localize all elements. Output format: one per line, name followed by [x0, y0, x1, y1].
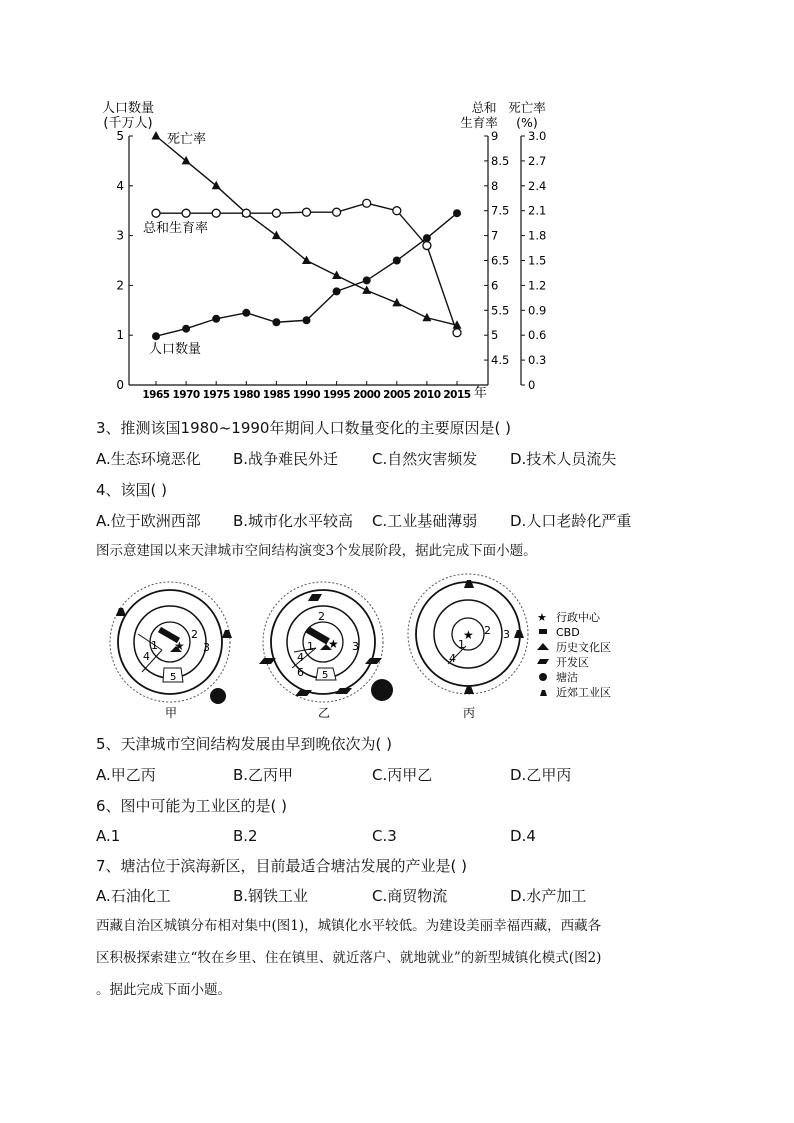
death-rate-point	[362, 285, 371, 294]
x-axis-tick-label: 1975	[202, 389, 230, 401]
fertility-rate-point	[212, 209, 220, 217]
question-7: 7、塘沽位于滨海新区，目前最适合塘沽发展的产业是( )	[96, 857, 468, 875]
q5-option-b[interactable]: B.乙丙甲	[233, 766, 294, 784]
admin-center-icon: ★	[463, 628, 474, 642]
q6-option-b[interactable]: B.2	[233, 827, 258, 845]
mid-axis-tick-label: 7.5	[491, 203, 510, 218]
fertility-rate-point	[272, 209, 280, 217]
tanggu-icon	[371, 679, 393, 701]
mid-axis-tick-label: 8.5	[491, 153, 510, 168]
industrial-area-icon	[464, 686, 474, 694]
series-label-fertility: 总和生育率	[143, 221, 209, 236]
intro-tibet-line-2: 区积极探索建立“牧在乡里、住在镇里、就近落户、就地就业”的新型城镇化模式(图2)	[96, 950, 602, 966]
q7-option-a[interactable]: A.石油化工	[96, 887, 171, 905]
right-axis-tick-label: 2.4	[528, 178, 547, 193]
q7-option-d[interactable]: D.水产加工	[510, 887, 587, 905]
question-5: 5、天津城市空间结构发展由早到晚依次为( )	[96, 735, 393, 753]
caption-yi: 乙	[318, 706, 331, 720]
right-axis-title: (%)	[516, 115, 538, 130]
question-3: 3、推测该国1980~1990年期间人口数量变化的主要原因是( )	[96, 419, 511, 437]
admin-center-icon: ★	[174, 639, 185, 653]
q4-option-d[interactable]: D.人口老龄化严重	[510, 512, 632, 530]
legend-development-zone: 开发区	[556, 656, 589, 669]
zone-1-label: 1	[307, 640, 314, 653]
city-structure-diagram	[0, 572, 794, 722]
zone-2-label: 2	[484, 624, 491, 637]
zone-4-label: 4	[449, 652, 456, 665]
zone-1-label: 1	[151, 639, 158, 652]
zone-4-label: 4	[143, 650, 150, 663]
right-axis-tick-label: 2.7	[528, 153, 547, 168]
cbd-icon	[539, 629, 547, 634]
left-axis-tick-label: 0	[116, 378, 124, 392]
q5-option-c[interactable]: C.丙甲乙	[372, 766, 433, 784]
fertility-rate-point	[303, 208, 311, 216]
death-rate-point	[422, 313, 431, 322]
population-point	[363, 276, 371, 284]
zone-6-label: 6	[297, 666, 304, 679]
tanggu-icon	[210, 688, 226, 704]
left-axis-title: (千万人)	[103, 116, 153, 131]
death-rate-point	[272, 231, 281, 240]
left-axis-tick-label: 4	[116, 178, 124, 193]
intro-tianjin: 图示意建国以来天津城市空间结构演变3个发展阶段，据此完成下面小题。	[96, 543, 537, 559]
q3-option-d[interactable]: D.技术人员流失	[510, 450, 617, 468]
x-axis-tick-label: 2015	[443, 389, 471, 401]
mid-axis-tick-label: 9	[491, 129, 499, 143]
mid-axis-tick-label: 8	[491, 178, 499, 193]
q6-option-d[interactable]: D.4	[510, 827, 536, 845]
q4-option-a[interactable]: A.位于欧洲西部	[96, 512, 201, 530]
q3-option-a[interactable]: A.生态环境恶化	[96, 450, 201, 468]
fertility-rate-point	[363, 199, 371, 207]
left-axis-tick-label: 2	[116, 278, 124, 293]
x-axis-tick-label: 1970	[172, 389, 200, 401]
right-axis-tick-label: 2.1	[528, 203, 547, 218]
q7-option-c[interactable]: C.商贸物流	[372, 887, 448, 905]
population-point	[333, 287, 341, 295]
mid-axis-tick-label: 5.5	[491, 303, 510, 318]
q7-option-b[interactable]: B.钢铁工业	[233, 887, 309, 905]
x-axis-tick-label: 1985	[262, 389, 291, 401]
mid-axis-tick-label: 7	[491, 228, 499, 243]
tanggu-icon	[539, 673, 547, 681]
right-axis-tick-label: 0	[528, 378, 536, 392]
legend-historic-district: 历史文化区	[556, 641, 611, 654]
death-rate-point	[212, 181, 221, 190]
population-point	[303, 316, 311, 324]
fertility-rate-point	[393, 207, 401, 215]
development-zone-icon	[537, 659, 549, 664]
x-axis-unit: 年	[474, 386, 488, 401]
mid-axis-tick-label: 6	[491, 278, 499, 293]
zone-3-label: 3	[352, 640, 359, 653]
development-zone-icon	[295, 690, 312, 696]
population-chart	[0, 0, 794, 410]
diagram-legend	[537, 610, 611, 699]
industrial-area-icon	[540, 690, 547, 696]
population-point	[242, 309, 250, 317]
development-zone-icon	[335, 688, 352, 694]
x-axis-tick-label: 1965	[142, 389, 170, 401]
series-label-population: 人口数量	[149, 342, 202, 357]
population-point	[272, 318, 280, 326]
q3-option-c[interactable]: C.自然灾害频发	[372, 450, 478, 468]
legend-industrial-area: 近郊工业区	[556, 686, 611, 699]
right-axis-tick-label: 1.2	[528, 278, 547, 293]
legend-admin-center: 行政中心	[556, 611, 600, 624]
q6-option-a[interactable]: A.1	[96, 827, 121, 845]
population-point	[182, 325, 190, 333]
development-zone-icon	[259, 658, 276, 664]
zone-2-label: 2	[318, 610, 325, 623]
mid-axis-tick-label: 5	[491, 328, 499, 343]
right-axis-title: 死亡率	[508, 100, 546, 115]
left-axis-tick-label: 5	[116, 129, 124, 143]
admin-center-icon: ★	[328, 637, 339, 651]
diagram-yi	[259, 582, 393, 720]
caption-bing: 丙	[463, 706, 476, 720]
series-label-death-rate: 死亡率	[167, 132, 207, 147]
zone-5-label: 5	[170, 672, 177, 683]
q5-option-d[interactable]: D.乙甲丙	[510, 766, 572, 784]
population-point	[423, 234, 431, 242]
question-6: 6、图中可能为工业区的是( )	[96, 797, 288, 815]
population-point	[152, 332, 160, 340]
intro-tibet-line-1: 西藏自治区城镇分布相对集中(图1)，城镇化水平较低。为建设美丽幸福西藏，西藏各	[96, 918, 602, 934]
right-axis-tick-label: 0.9	[528, 303, 547, 318]
x-axis-tick-label: 1980	[232, 389, 260, 401]
death-rate-point	[182, 156, 191, 165]
population-point	[453, 209, 461, 217]
question-4: 4、该国( )	[96, 481, 168, 499]
fertility-rate-point	[182, 209, 190, 217]
legend-tanggu: 塘沽	[556, 671, 578, 684]
zone-4-label: 4	[297, 651, 304, 664]
fertility-rate-point	[333, 208, 341, 216]
fertility-rate-point	[152, 209, 160, 217]
mid-axis-tick-label: 6.5	[491, 253, 510, 268]
right-axis-tick-label: 0.3	[528, 353, 547, 368]
x-axis-tick-label: 2010	[413, 389, 441, 401]
development-zone-icon	[308, 594, 322, 601]
left-axis-title: 人口数量	[101, 101, 155, 116]
left-axis-tick-label: 3	[116, 228, 124, 243]
right-axis-tick-label: 3.0	[528, 129, 547, 143]
industrial-area-icon	[222, 630, 232, 638]
right-axis-tick-label: 1.5	[528, 253, 547, 268]
diagram-bing	[408, 574, 528, 720]
mid-axis-tick-label: 4.5	[491, 353, 510, 368]
fertility-rate-point	[242, 209, 250, 217]
q6-option-c[interactable]: C.3	[372, 827, 397, 845]
fertility-rate-point	[453, 329, 461, 337]
left-axis-tick-label: 1	[116, 328, 124, 343]
death-rate-point	[302, 256, 311, 265]
industrial-area-icon	[514, 630, 524, 638]
admin-center-icon: ★	[537, 611, 547, 624]
q3-option-b[interactable]: B.战争难民外迁	[233, 450, 339, 468]
zone-5-label: 5	[322, 670, 329, 681]
industrial-area-icon	[116, 608, 126, 616]
intro-tibet-line-3: 。据此完成下面小题。	[96, 982, 231, 998]
caption-jia: 甲	[165, 706, 178, 720]
q4-option-b[interactable]: B.城市化水平较高	[233, 512, 354, 530]
x-axis-tick-label: 1990	[292, 389, 321, 401]
right-axis-tick-label: 1.8	[528, 228, 547, 243]
x-axis-tick-label: 2005	[383, 389, 411, 401]
fertility-rate-point	[423, 242, 431, 250]
mid-axis-title: 生育率	[460, 115, 498, 130]
death-rate-point	[152, 131, 161, 140]
diagram-jia	[110, 582, 232, 720]
x-axis-tick-label: 2000	[353, 389, 381, 401]
zone-2-label: 2	[191, 628, 198, 641]
mid-axis-title: 总和	[471, 100, 497, 115]
q4-option-c[interactable]: C.工业基础薄弱	[372, 512, 478, 530]
right-axis-tick-label: 0.6	[528, 328, 547, 343]
zone-3-label: 3	[203, 641, 210, 654]
zone-3-label: 3	[503, 628, 510, 641]
historic-district-icon	[537, 643, 549, 650]
q5-option-a[interactable]: A.甲乙丙	[96, 766, 156, 784]
population-point	[212, 315, 220, 323]
population-point	[393, 257, 401, 265]
zone-1-label: 1	[458, 638, 465, 651]
death-rate-point	[332, 270, 341, 279]
x-axis-tick-label: 1995	[322, 389, 351, 401]
legend-cbd: CBD	[556, 626, 580, 639]
